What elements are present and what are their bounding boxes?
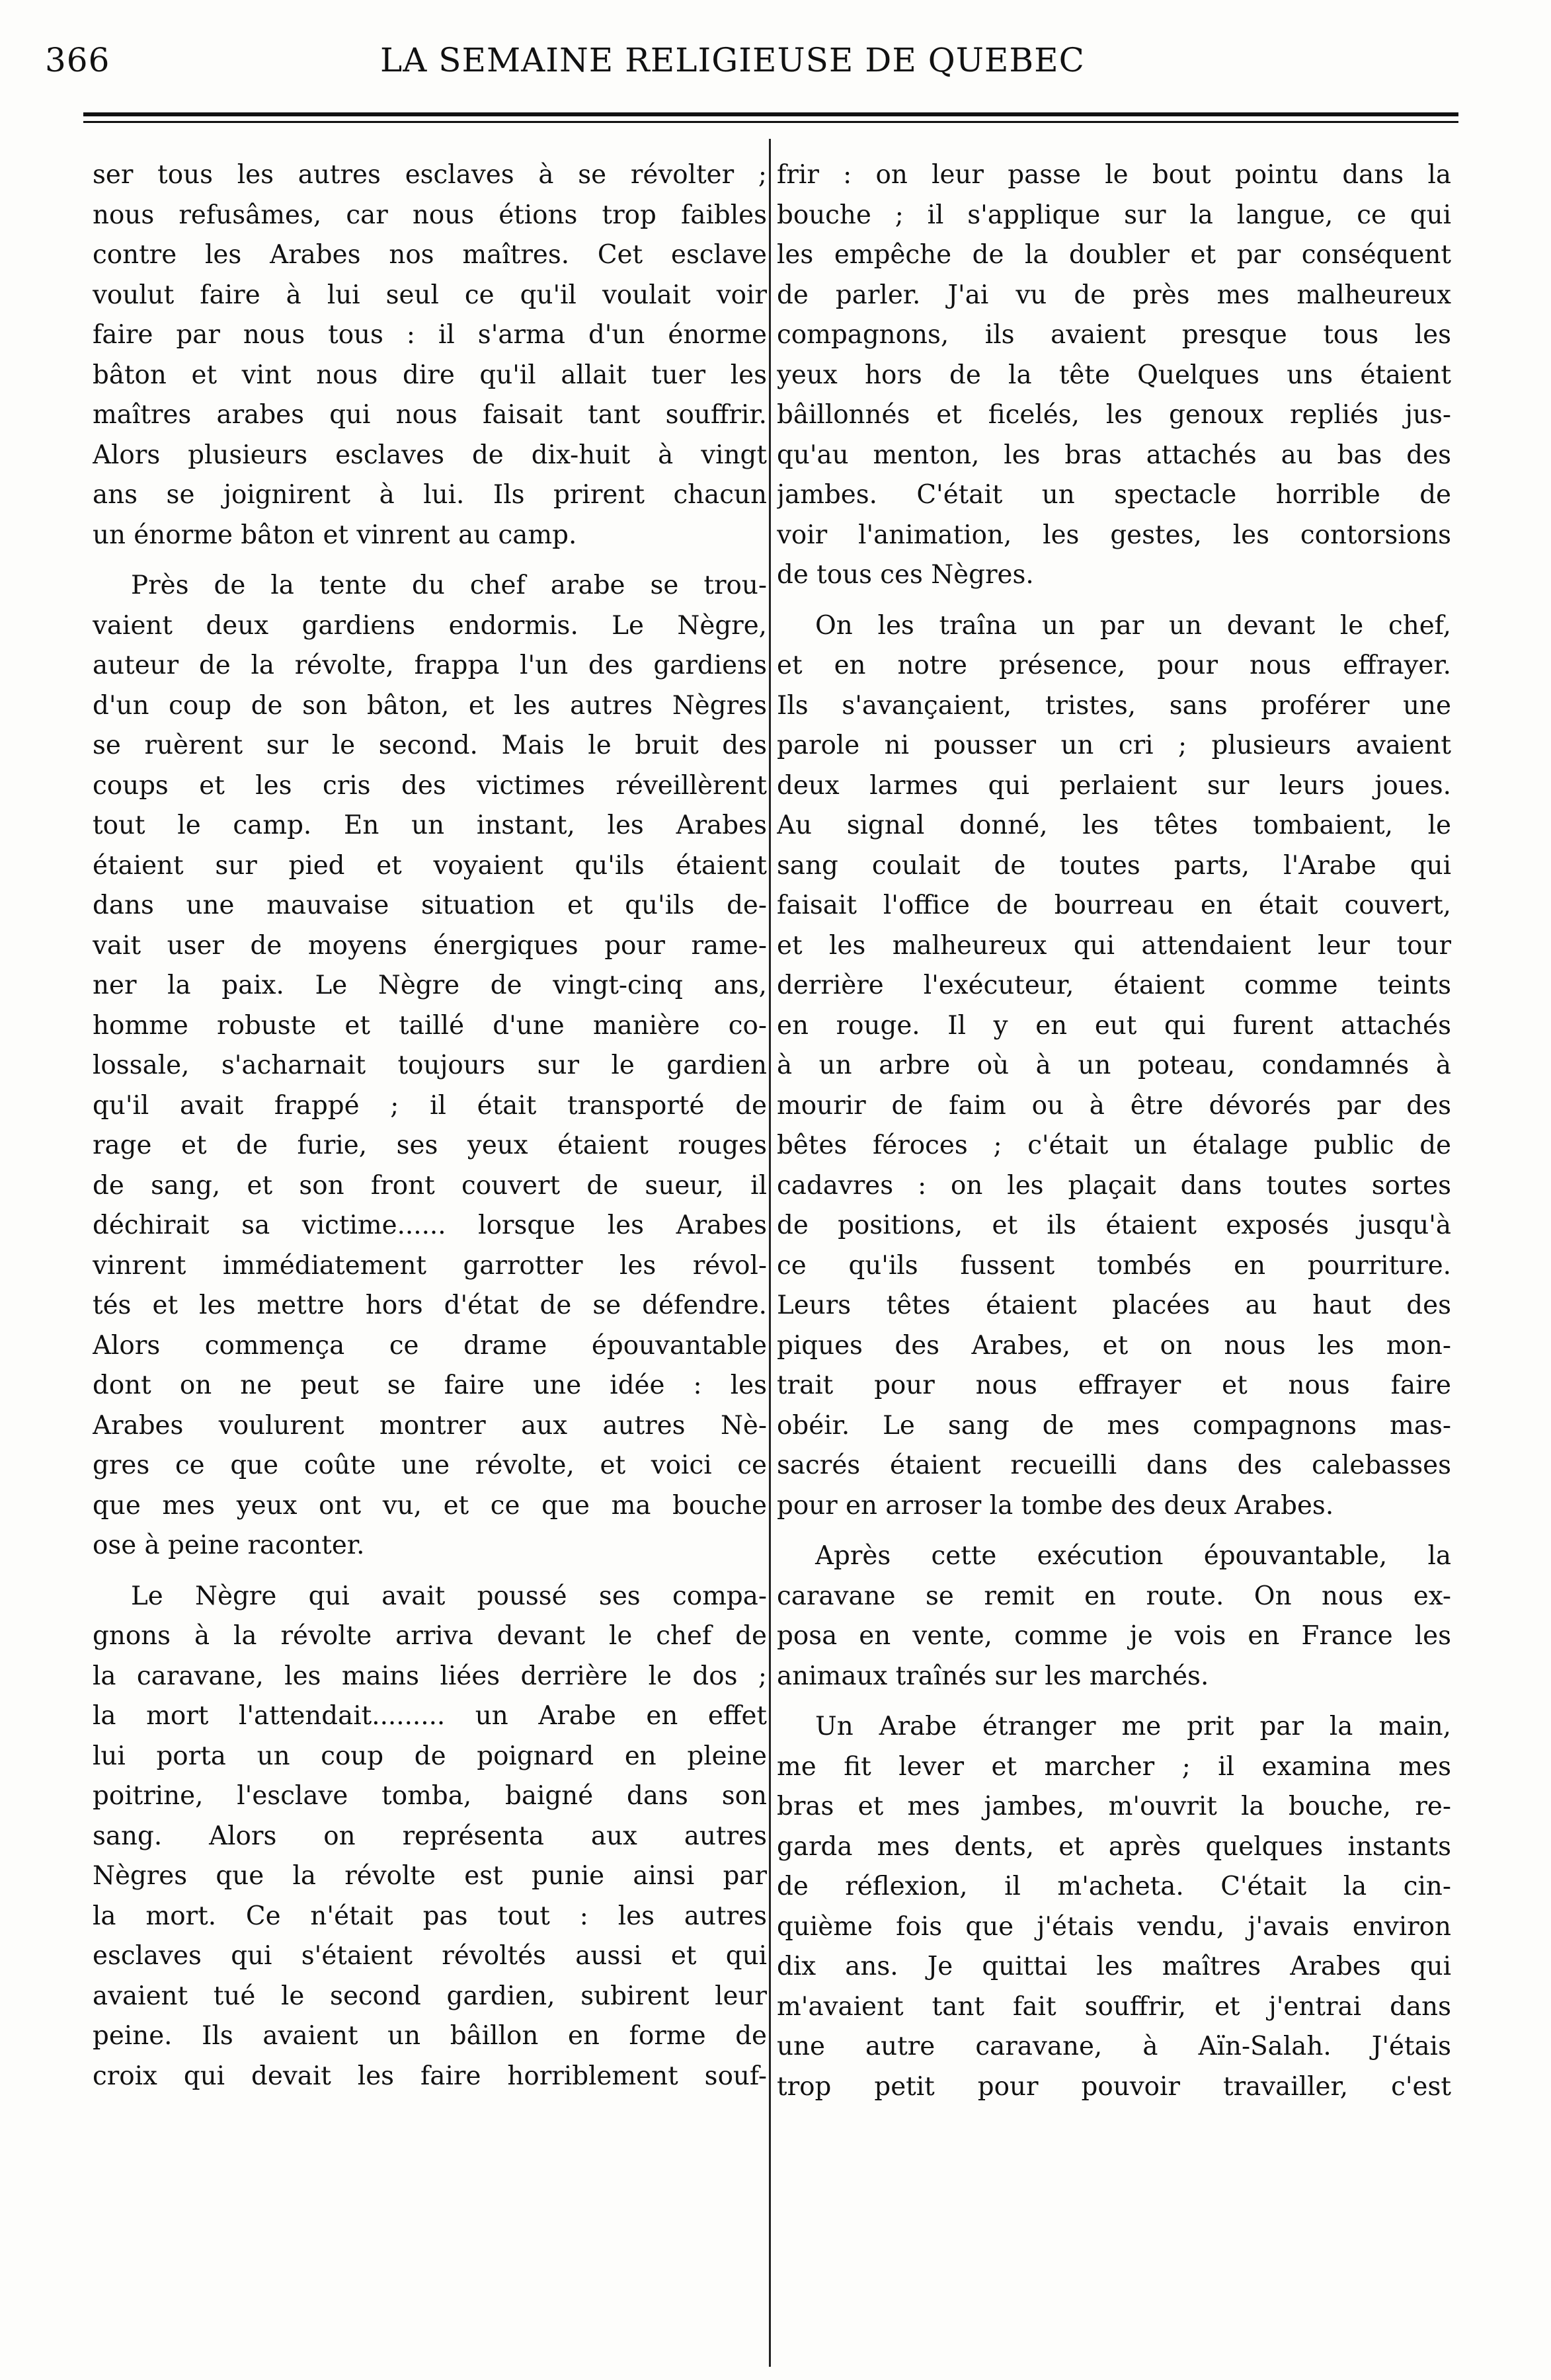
text-line: frir : on leur passe le bout pointu dans la: [777, 160, 1451, 190]
text-line: Leurs têtes étaient placées au haut des: [777, 1290, 1451, 1320]
text-line: et les malheureux qui attendaient leur tour: [777, 930, 1451, 961]
text-line: la mort l'attendait......... un Arabe en effet: [93, 1701, 767, 1731]
text-line: garda mes dents, et après quelques instants: [777, 1831, 1451, 1862]
text-line: se ruèrent sur le second. Mais le bruit des: [93, 731, 767, 760]
page-number: 366: [45, 41, 110, 79]
text-line: Alors plusieurs esclaves de dix-huit à vingt: [93, 440, 767, 470]
right-column: [777, 155, 1451, 2107]
text-line: bâillonnés et ficelés, les genoux repliés jus-: [777, 400, 1451, 430]
text-line: animaux traînés sur les marchés.: [777, 1661, 1209, 1691]
text-line: de parler. J'ai vu de près mes malheureux: [777, 280, 1451, 310]
text-line: bêtes féroces ; c'était un étalage public de: [777, 1130, 1451, 1160]
text-line: d'un coup de son bâton, et les autres Nègres: [93, 690, 767, 721]
text-line: dix ans. Je quittai les maîtres Arabes qui: [777, 1952, 1451, 1981]
text-line: compagnons, ils avaient presque tous les: [777, 320, 1451, 350]
header-rule-thin: [83, 121, 1458, 123]
text-line: Ils s'avançaient, tristes, sans proférer une: [777, 690, 1451, 721]
left-column: [93, 155, 767, 2096]
text-line: obéir. Le sang de mes compagnons mas-: [777, 1410, 1451, 1441]
text-line: de positions, et ils étaient exposés jusqu'à: [777, 1210, 1451, 1240]
text-line: un énorme bâton et vinrent au camp.: [93, 520, 577, 550]
column-divider: [769, 139, 771, 2367]
text-line: bâton et vint nous dire qu'il allait tuer les: [93, 360, 767, 390]
text-line: la mort. Ce n'était pas tout : les autres: [93, 1901, 767, 1931]
text-line: yeux hors de la tête Quelques uns étaient: [777, 360, 1451, 390]
paragraph-gap: [93, 555, 767, 566]
text-line: peine. Ils avaient un bâillon en forme de: [93, 2021, 767, 2051]
text-line: dans une mauvaise situation et qu'ils de-: [93, 891, 767, 920]
text-line: esclaves qui s'étaient révoltés aussi et qui: [93, 1941, 767, 1971]
text-line: trait pour nous effrayer et nous faire: [777, 1370, 1451, 1400]
text-line: bras et mes jambes, m'ouvrit la bouche, re-: [777, 1792, 1451, 1821]
text-line: pour en arroser la tombe des deux Arabes.: [777, 1490, 1334, 1521]
paragraph-gap: [777, 1696, 1451, 1707]
text-line: ce qu'ils fussent tombés en pourriture.: [777, 1250, 1451, 1281]
text-line: cadavres : on les plaçait dans toutes sortes: [777, 1170, 1451, 1201]
text-line: coups et les cris des victimes réveillèrent: [93, 770, 767, 801]
text-line: mourir de faim ou à être dévorés par des: [777, 1090, 1451, 1121]
text-line: vait user de moyens énergiques pour rame-: [93, 930, 767, 961]
text-line: en rouge. Il y en eut qui furent attachés: [777, 1010, 1451, 1041]
text-line: lui porta un coup de poignard en pleine: [93, 1741, 767, 1771]
text-line: maîtres arabes qui nous faisait tant souffrir.: [93, 400, 767, 430]
text-line: vinrent immédiatement garrotter les révol-: [93, 1250, 767, 1281]
text-line: rage et de furie, ses yeux étaient rouges: [93, 1130, 767, 1160]
text-line: Près de la tente du chef arabe se trou-: [131, 571, 767, 600]
text-line: tés et les mettre hors d'état de se défendre.: [93, 1290, 767, 1320]
text-line: tout le camp. En un instant, les Arabes: [93, 811, 767, 840]
text-line: dont on ne peut se faire une idée : les: [93, 1370, 767, 1400]
text-line: de réflexion, il m'acheta. C'était la cin-: [777, 1872, 1451, 1901]
paragraph-gap: [93, 1566, 767, 1577]
text-line: ner la paix. Le Nègre de vingt-cinq ans,: [93, 971, 767, 1000]
header-rule-thick: [83, 112, 1458, 116]
text-line: avaient tué le second gardien, subirent leur: [93, 1981, 767, 2011]
text-line: que mes yeux ont vu, et ce que ma bouche: [93, 1490, 767, 1521]
text-line: sang coulait de toutes parts, l'Arabe qui: [777, 850, 1451, 881]
text-line: me fit lever et marcher ; il examina mes: [777, 1751, 1451, 1782]
text-line: derrière l'exécuteur, étaient comme teints: [777, 971, 1451, 1000]
text-line: croix qui devait les faire horriblement souf-: [93, 2061, 767, 2091]
text-line: gres ce que coûte une révolte, et voici ce: [93, 1450, 767, 1480]
text-line: et en notre présence, pour nous effrayer.: [777, 651, 1451, 680]
text-line: ose à peine raconter.: [93, 1530, 365, 1560]
text-line: quième fois que j'étais vendu, j'avais environ: [777, 1911, 1451, 1942]
text-line: nous refusâmes, car nous étions trop faibles: [93, 200, 767, 230]
text-line: voulut faire à lui seul ce qu'il voulait voir: [93, 280, 767, 310]
text-line: jambes. C'était un spectacle horrible de: [777, 480, 1451, 510]
text-line: une autre caravane, à Aïn-Salah. J'étais: [777, 2032, 1451, 2061]
text-line: de tous ces Nègres.: [777, 560, 1034, 590]
text-line: parole ni pousser un cri ; plusieurs avaient: [777, 731, 1451, 760]
text-line: deux larmes qui perlaient sur leurs joues.: [777, 770, 1451, 801]
text-line: piques des Arabes, et on nous les mon-: [777, 1330, 1451, 1361]
text-line: Alors commença ce drame épouvantable: [93, 1330, 767, 1361]
text-line: auteur de la révolte, frappa l'un des gardiens: [93, 651, 767, 680]
text-line: Le Nègre qui avait poussé ses compa-: [131, 1581, 767, 1611]
text-line: Après cette exécution épouvantable, la: [815, 1541, 1451, 1571]
text-line: bouche ; il s'applique sur la langue, ce qui: [777, 200, 1451, 230]
text-line: sacrés étaient recueilli dans des calebasses: [777, 1450, 1451, 1480]
text-line: faire par nous tous : il s'arma d'un énorme: [93, 320, 767, 350]
text-line: contre les Arabes nos maîtres. Cet esclave: [93, 240, 767, 270]
text-line: trop petit pour pouvoir travailler, c'est: [777, 2071, 1451, 2102]
text-line: lossale, s'acharnait toujours sur le gardien: [93, 1051, 767, 1080]
text-line: qu'au menton, les bras attachés au bas des: [777, 440, 1451, 470]
text-line: à un arbre où à un poteau, condamnés à: [777, 1051, 1451, 1080]
text-line: ser tous les autres esclaves à se révolter ;: [93, 160, 767, 190]
text-line: faisait l'office de bourreau en était couvert,: [777, 891, 1451, 920]
text-line: ans se joignirent à lui. Ils prirent chacun: [93, 480, 767, 510]
text-line: On les traîna un par un devant le chef,: [815, 610, 1451, 641]
text-line: gnons à la révolte arriva devant le chef de: [93, 1621, 767, 1651]
text-line: poitrine, l'esclave tomba, baigné dans son: [93, 1781, 767, 1811]
text-line: caravane se remit en route. On nous ex-: [777, 1581, 1451, 1611]
text-line: Un Arabe étranger me prit par la main,: [815, 1712, 1451, 1741]
text-line: déchirait sa victime...... lorsque les Arabes: [93, 1210, 767, 1240]
text-line: homme robuste et taillé d'une manière co-: [93, 1010, 767, 1041]
text-line: de sang, et son front couvert de sueur, il: [93, 1170, 767, 1201]
paragraph-gap: [777, 1526, 1451, 1536]
text-line: sang. Alors on représenta aux autres: [93, 1821, 767, 1851]
text-line: vaient deux gardiens endormis. Le Nègre,: [93, 610, 767, 641]
paragraph-gap: [777, 596, 1451, 606]
text-line: Nègres que la révolte est punie ainsi par: [93, 1861, 767, 1891]
text-line: la caravane, les mains liées derrière le dos ;: [93, 1661, 767, 1691]
text-line: Arabes voulurent montrer aux autres Nè-: [93, 1410, 767, 1441]
text-line: qu'il avait frappé ; il était transporté de: [93, 1090, 767, 1121]
page-header-title: LA SEMAINE RELIGIEUSE DE QUEBEC: [380, 41, 1085, 79]
text-line: Au signal donné, les têtes tombaient, le: [777, 811, 1451, 840]
text-line: m'avaient tant fait souffrir, et j'entrai dans: [777, 1991, 1451, 2022]
text-line: posa en vente, comme je vois en France les: [777, 1621, 1451, 1651]
text-line: voir l'animation, les gestes, les contorsions: [777, 520, 1451, 550]
text-line: les empêche de la doubler et par conséquent: [777, 240, 1451, 270]
text-line: étaient sur pied et voyaient qu'ils étaient: [93, 850, 767, 881]
